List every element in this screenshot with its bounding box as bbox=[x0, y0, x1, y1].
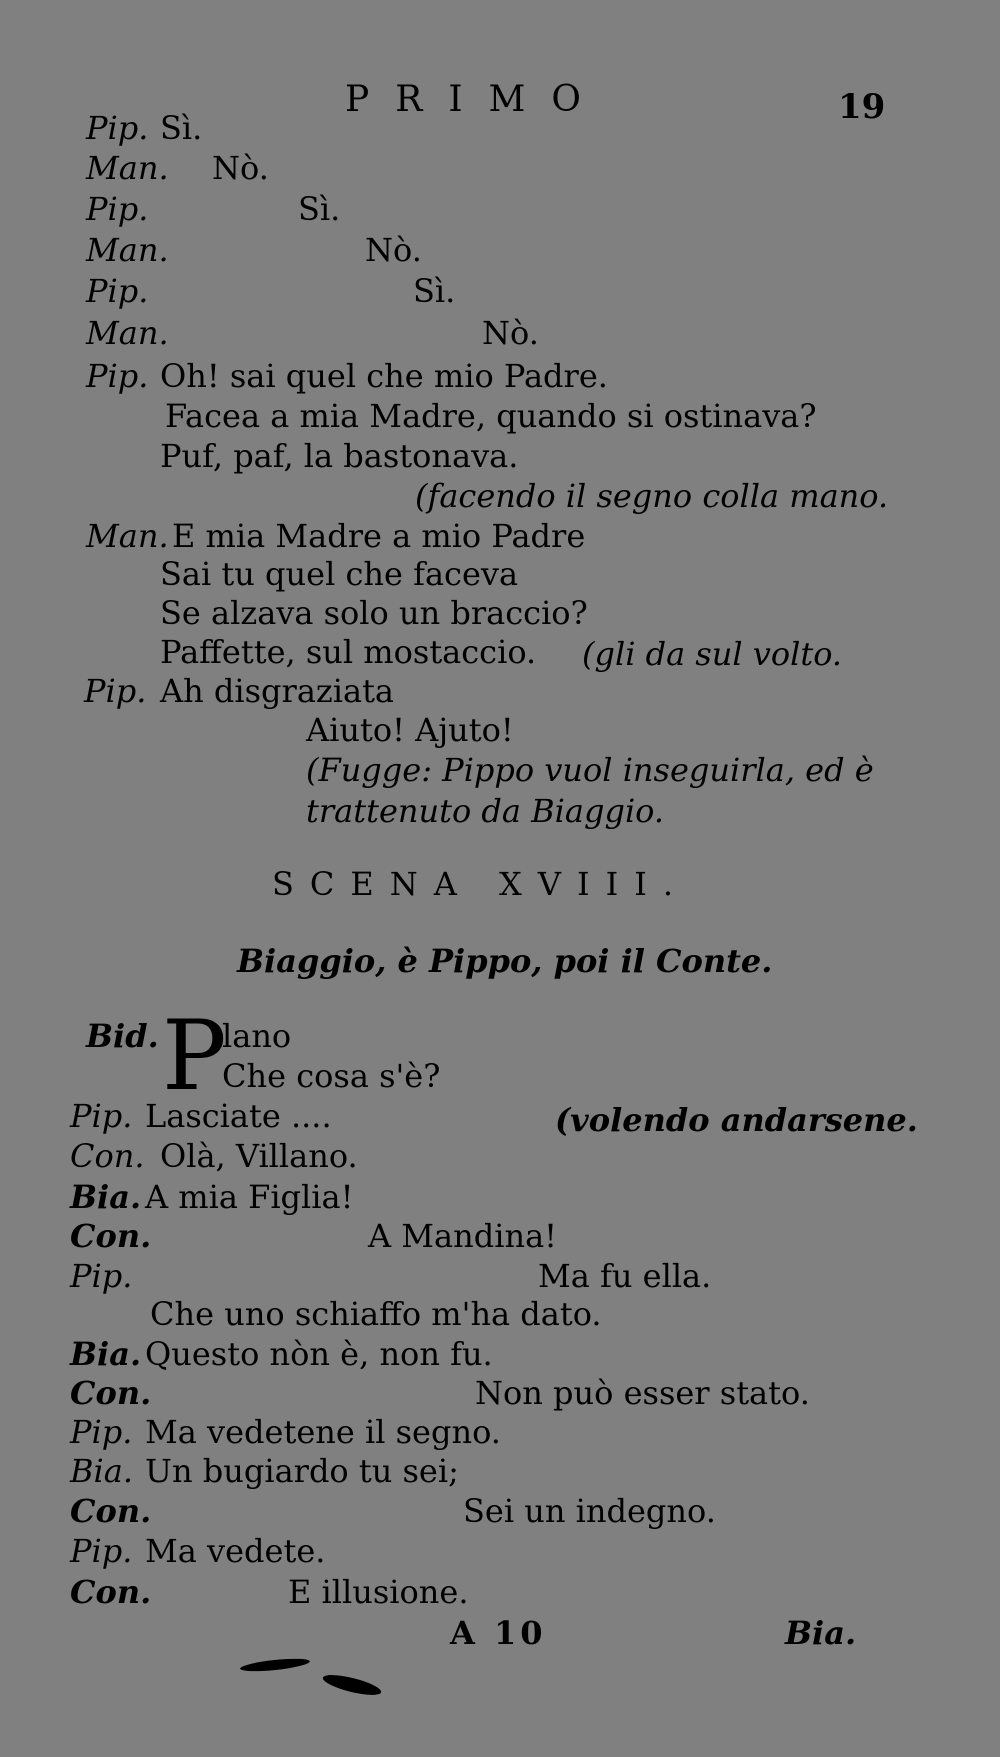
stage-direction: (Fugge: Pippo vuol inseguirla, ed è bbox=[306, 751, 874, 789]
dialogue-line: Sai tu quel che faceva bbox=[160, 555, 519, 593]
dialogue-line: E mia Madre a mio Padre bbox=[172, 517, 586, 555]
dialogue-line: Ma fu ella. bbox=[538, 1257, 712, 1295]
dialogue-line: Nò. bbox=[482, 314, 539, 352]
scene-heading: SCENA XVIII. bbox=[272, 865, 690, 903]
signature-mark: A 10 bbox=[450, 1614, 547, 1652]
speaker-label: Man. bbox=[86, 231, 169, 269]
dialogue-line: Se alzava solo un braccio? bbox=[160, 594, 588, 632]
stage-direction: trattenuto da Biaggio. bbox=[306, 792, 665, 830]
dialogue-line: Ma vedete. bbox=[145, 1532, 326, 1570]
page-number: 19 bbox=[838, 87, 886, 127]
dialogue-line: Sì. bbox=[413, 272, 456, 310]
ink-smudge bbox=[321, 1671, 383, 1699]
dialogue-line: Ma vedetene il segno. bbox=[145, 1413, 501, 1451]
speaker-label: Pip. bbox=[84, 672, 147, 710]
speaker-label: Pip. bbox=[70, 1532, 133, 1570]
dialogue-line: E illusione. bbox=[288, 1573, 469, 1611]
speaker-label: Pip. bbox=[70, 1413, 133, 1451]
dialogue-line: A Mandina! bbox=[368, 1217, 557, 1255]
dialogue-line: Sì. bbox=[298, 190, 341, 228]
catchword: Bia. bbox=[785, 1614, 857, 1652]
dialogue-line: Oh! sai quel che mio Padre. bbox=[160, 357, 608, 395]
dialogue-line: Che uno schiaffo m'ha dato. bbox=[150, 1295, 602, 1333]
speaker-label: Con. bbox=[70, 1374, 152, 1412]
speaker-label: Man. bbox=[86, 517, 169, 555]
speaker-label: Bia. bbox=[70, 1178, 142, 1216]
dialogue-line: Nò. bbox=[365, 231, 422, 269]
dialogue-line: Non può esser stato. bbox=[475, 1374, 810, 1412]
scene-persons: Biaggio, è Pippo, poi il Conte. bbox=[237, 942, 773, 980]
dialogue-line: Facea a mia Madre, quando si ostinava? bbox=[165, 397, 817, 435]
dialogue-line: Aiuto! Ajuto! bbox=[306, 711, 514, 749]
speaker-label: Pip. bbox=[86, 272, 149, 310]
speaker-label: Bid. bbox=[86, 1017, 159, 1055]
ink-smudge bbox=[240, 1656, 311, 1673]
dialogue-line: Che cosa s'è? bbox=[222, 1057, 441, 1095]
dialogue-line: A mia Figlia! bbox=[145, 1178, 354, 1216]
speaker-label: Con. bbox=[70, 1573, 152, 1611]
speaker-label: Pip. bbox=[86, 109, 149, 147]
dialogue-line: Sei un indegno. bbox=[463, 1492, 716, 1530]
speaker-label: Con. bbox=[70, 1492, 152, 1530]
dialogue-line: Olà, Villano. bbox=[160, 1137, 358, 1175]
speaker-label: Man. bbox=[86, 149, 169, 187]
speaker-label: Bia. bbox=[70, 1452, 133, 1490]
dialogue-line: Lasciate .... bbox=[145, 1097, 332, 1135]
dialogue-line: lano bbox=[222, 1017, 292, 1055]
stage-direction: (gli da sul volto. bbox=[582, 635, 843, 673]
speaker-label: Con. bbox=[70, 1217, 152, 1255]
dialogue-line: Un bugiardo tu sei; bbox=[145, 1452, 459, 1490]
dialogue-line: Paffette, sul mostaccio. bbox=[160, 633, 537, 671]
speaker-label: Pip. bbox=[70, 1257, 133, 1295]
dialogue-line: Questo nòn è, non fu. bbox=[145, 1335, 493, 1373]
speaker-label: Pip. bbox=[86, 190, 149, 228]
speaker-label: Pip. bbox=[86, 357, 149, 395]
stage-direction: (facendo il segno colla mano. bbox=[415, 477, 889, 515]
dialogue-line: Puf, paf, la bastonava. bbox=[160, 437, 519, 475]
speaker-label: Man. bbox=[86, 314, 169, 352]
dialogue-line: Ah disgraziata bbox=[160, 672, 394, 710]
running-head: PRIMO bbox=[345, 79, 607, 120]
speaker-label: Con. bbox=[70, 1137, 145, 1175]
drop-cap: P bbox=[162, 1000, 227, 1112]
speaker-label: Bia. bbox=[70, 1335, 142, 1373]
dialogue-line: Nò. bbox=[212, 149, 269, 187]
stage-direction: (volendo andarsene. bbox=[555, 1101, 918, 1139]
dialogue-line: Sì. bbox=[160, 109, 203, 147]
speaker-label: Pip. bbox=[70, 1097, 133, 1135]
